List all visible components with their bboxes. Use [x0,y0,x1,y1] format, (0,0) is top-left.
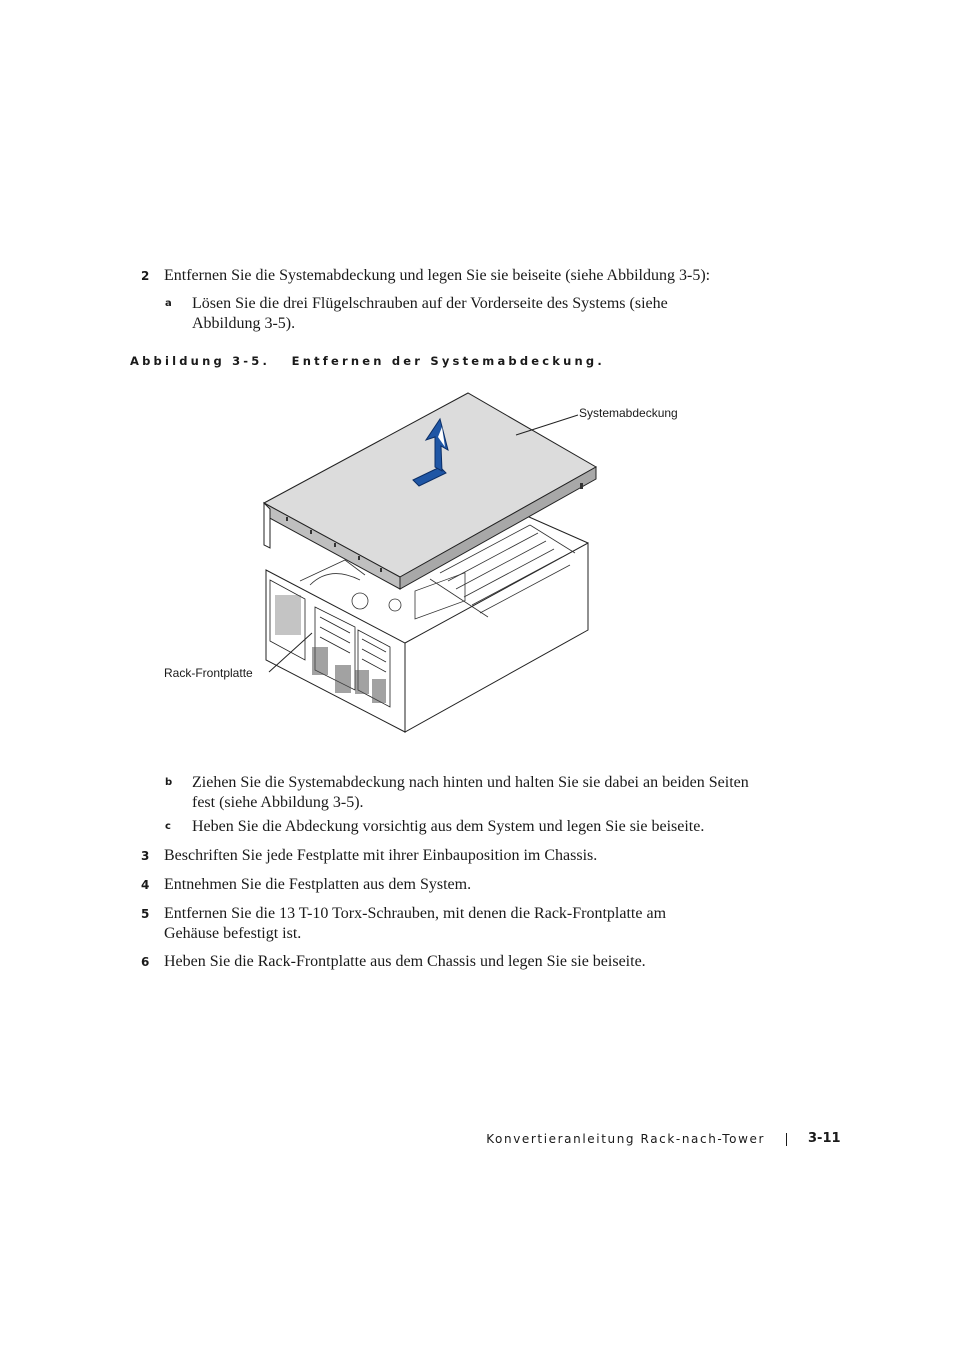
substep-text: Ziehen Sie die Systemabdeckung nach hinten und halten Sie sie dabei an beiden Seiten fest (siehe Abbildung 3-5). [192,774,749,811]
substep-letter: b [165,777,173,788]
step-number: 2 [141,269,150,283]
footer-chapter-title: Konvertieranleitung Rack-nach-Tower [486,1132,765,1146]
cover-leader-line [516,415,578,435]
substep-text: Heben Sie die Abdeckung vorsichtig aus dem System und legen Sie sie beiseite. [192,818,705,835]
substep-text: Lösen Sie die drei Flügelschrauben auf der Vorderseite des Systems (siehe Abbildung 3-5). [192,295,668,332]
callout-systemabdeckung: Systemabdeckung [579,406,678,420]
step-text: Beschriften Sie jede Festplatte mit ihrer Einbauposition im Chassis. [164,847,598,864]
step-text: Entfernen Sie die 13 T-10 Torx-Schrauben, mit denen die Rack-Frontplatte am Gehäuse befestigt ist. [164,905,667,942]
system-cover [264,393,596,589]
step-number: 5 [141,907,150,921]
step-text: Entfernen Sie die Systemabdeckung und legen Sie sie beiseite (siehe Abbildung 3-5): [164,267,711,284]
step-number: 6 [141,955,150,969]
substep-letter: c [165,821,171,832]
figure-caption: Abbildung 3-5. Entfernen der Systemabdeckung. [130,354,605,368]
step-text: Entnehmen Sie die Festplatten aus dem System. [164,876,472,893]
step-text: Heben Sie die Rack-Frontplatte aus dem Chassis und legen Sie sie beiseite. [164,953,646,970]
callout-rack-frontplatte: Rack-Frontplatte [164,666,253,680]
step-number: 4 [141,878,150,892]
footer-separator [786,1133,787,1146]
page-number: 3-11 [808,1131,841,1146]
system-cover-removal-illustration [250,385,700,740]
substep-letter: a [165,298,172,309]
step-number: 3 [141,849,150,863]
